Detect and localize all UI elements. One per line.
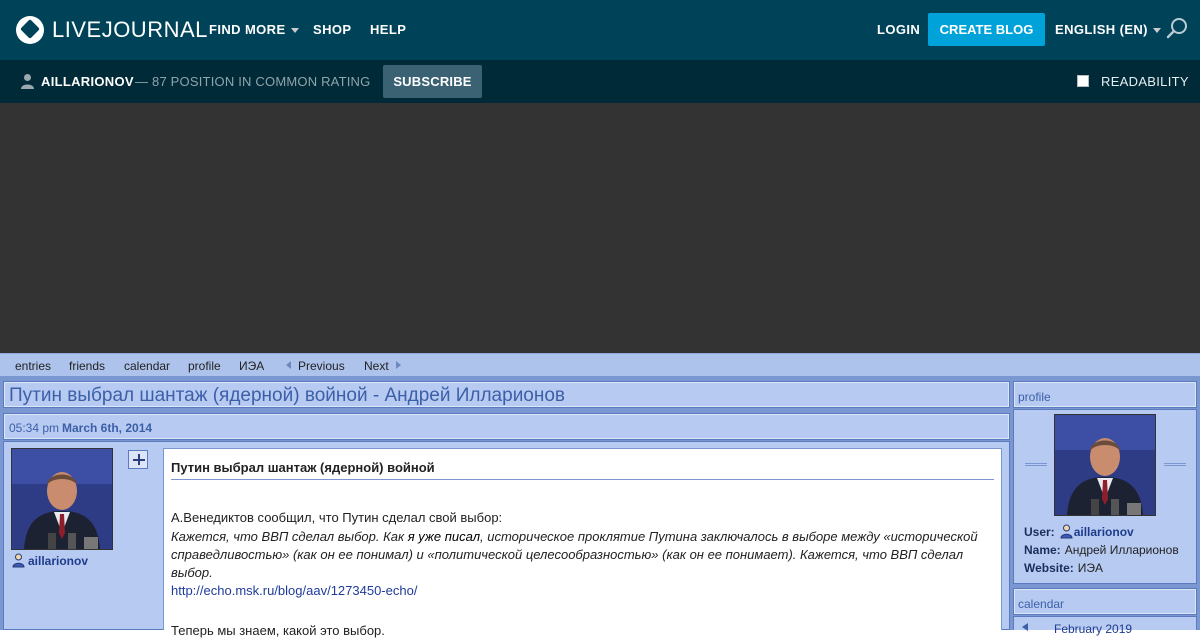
livejournal-topbar (0, 0, 1200, 60)
sidebar-website-label: Website: (1024, 561, 1074, 575)
sidebar-website-row (1024, 561, 1103, 575)
nav-previous[interactable] (286, 359, 345, 373)
entry-time[interactable]: 05:34 pm (9, 421, 60, 435)
chevron-down-icon (1153, 28, 1161, 33)
entry-text (163, 448, 1002, 638)
readability-label[interactable]: READABILITY (1101, 74, 1189, 89)
divider (1164, 463, 1186, 466)
userpic-portrait-image (1055, 415, 1155, 515)
sidebar-user-label: User: (1024, 524, 1055, 539)
search-icon[interactable] (1166, 17, 1188, 39)
nav-help[interactable]: HELP (370, 22, 407, 37)
entry-intro: А.Венедиктов сообщил, что Путин сделал свой выбор: (171, 510, 503, 525)
author-name-link[interactable] (11, 553, 88, 568)
nav-find-more[interactable] (209, 22, 299, 37)
ad-banner-area (0, 103, 1200, 353)
journal-username[interactable]: AILLARIONOV (41, 74, 134, 89)
sidebar-name-row (1024, 543, 1179, 557)
nav-previous-label: Previous (298, 359, 345, 373)
readability-checkbox[interactable] (1077, 75, 1089, 87)
sidebar-name-value: Андрей Илларионов (1064, 543, 1179, 557)
arrow-right-icon (396, 361, 401, 369)
nav-profile[interactable]: profile (188, 359, 221, 373)
nav-next-label: Next (364, 359, 389, 373)
nav-calendar[interactable]: calendar (124, 359, 171, 373)
user-icon (1059, 524, 1074, 539)
echo-link[interactable]: http://echo.msk.ru/blog/aav/1273450-echo/ (171, 583, 418, 598)
page-title: Путин выбрал шантаж (ядерной) войной - Андрей Илларионов (9, 385, 566, 406)
entry-next-line: Теперь мы знаем, какой это выбор. (171, 623, 385, 638)
author-userpic[interactable] (11, 448, 113, 550)
add-to-memories-button[interactable] (128, 450, 148, 469)
sidebar-user-link[interactable]: aillarionov (1073, 524, 1134, 539)
user-icon (20, 73, 35, 89)
nav-shop[interactable]: SHOP (313, 22, 352, 37)
author-name: aillarionov (28, 553, 89, 568)
language-selector[interactable] (1055, 22, 1161, 37)
calendar-month[interactable]: February 2019 (1054, 622, 1133, 636)
calendar-prev-icon[interactable] (1022, 623, 1028, 631)
sidebar-calendar-title[interactable]: calendar (1018, 597, 1065, 611)
language-label: ENGLISH (EN) (1055, 22, 1148, 37)
divider (1025, 463, 1047, 466)
logo-text: LIVEJOURNAL (52, 17, 208, 42)
chevron-down-icon (291, 28, 299, 33)
sidebar-calendar-header (1013, 588, 1197, 615)
quote-after: , историческое проклятие Путина заключалось в выборе между «исторической справедливостью» (как он ее понимал) и «политической целесообразностью» (как он ее понимает). Кажется, что ВВП сделал выбор. (171, 529, 978, 580)
sidebar-website-link[interactable]: ИЭА (1077, 561, 1104, 575)
sidebar-name-label: Name: (1024, 543, 1061, 557)
entry-date[interactable]: March 6th, 2014 (62, 421, 153, 435)
entry-title-bar (3, 381, 1010, 408)
quote-link[interactable]: я уже писал (407, 529, 481, 544)
sidebar-user-row (1024, 524, 1134, 539)
sidebar-profile-header (1013, 381, 1197, 408)
subscribe-button[interactable]: SUBSCRIBE (383, 65, 482, 98)
livejournal-logo-icon (16, 16, 44, 44)
sidebar-profile-title[interactable]: profile (1018, 390, 1051, 404)
userpic-portrait-image (12, 449, 112, 549)
login-link[interactable]: LOGIN (877, 22, 921, 37)
quote-before: Кажется, что ВВП сделал выбор. Как (171, 529, 408, 544)
nav-iea[interactable]: ИЭА (239, 359, 265, 373)
journal-subbar (0, 60, 1200, 103)
nav-entries[interactable]: entries (15, 359, 52, 373)
nav-find-more-label: FIND MORE (209, 22, 286, 37)
user-icon (11, 553, 26, 568)
entry-date-bar (3, 413, 1010, 440)
journal-nav (0, 353, 1200, 377)
livejournal-logo[interactable] (16, 15, 208, 45)
sidebar-userpic[interactable] (1054, 414, 1156, 516)
nav-friends[interactable]: friends (69, 359, 106, 373)
entry-subject: Путин выбрал шантаж (ядерной) войной (171, 460, 994, 480)
entry-quote (171, 528, 991, 582)
rating-text: — 87 POSITION IN COMMON RATING (135, 74, 371, 89)
create-blog-button[interactable]: CREATE BLOG (928, 13, 1045, 46)
nav-next[interactable] (364, 359, 401, 373)
arrow-left-icon (286, 361, 291, 369)
